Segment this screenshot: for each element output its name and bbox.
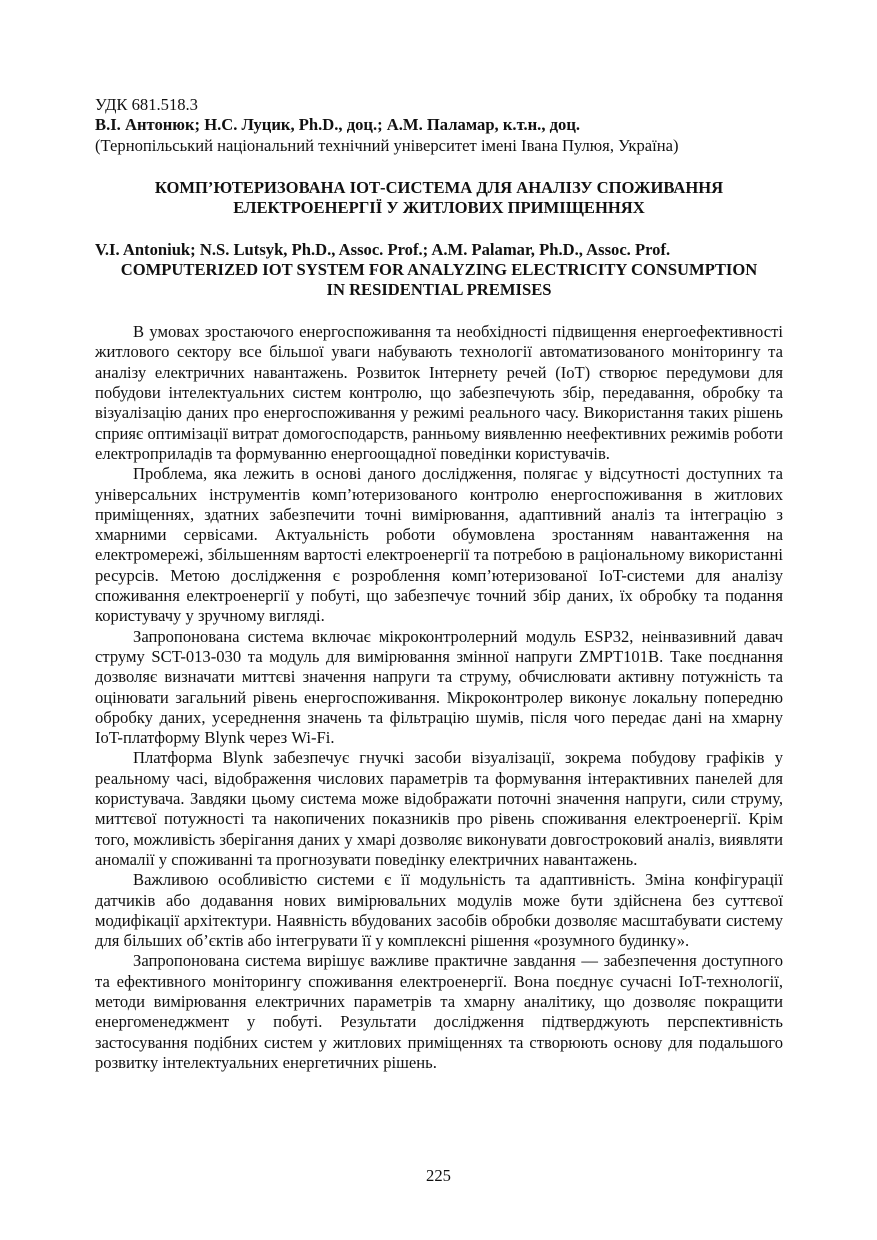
abstract-body bbox=[95, 322, 783, 1073]
page-number: 225 bbox=[426, 1166, 451, 1185]
authors-english: V.I. Antoniuk; N.S. Lutsyk, Ph.D., Assoc. Prof.; A.M. Palamar, Ph.D., Assoc. Prof. bbox=[95, 239, 671, 259]
body-paragraph: Запропонована система вирішує важливе практичне завдання — забезпечення доступного та ефективного моніторингу споживання електроенергії. Вона поєднує сучасні IoT-технології, методи вимірювання електричних параметрів та хмарну аналітику, що дозволяє покращити енергоменеджмент у побуті. Результати дослідження підтверджують перспективність застосування подібних систем у житлових приміщеннях та створюють основу для подальшого розвитку інтелектуальних енергетичних рішень. bbox=[95, 951, 783, 1072]
title-ukrainian bbox=[95, 178, 783, 218]
body-paragraph: В умовах зростаючого енергоспоживання та необхідності підвищення енергоефективності житлового сектору все більшої уваги набувають технології автоматизованого моніторингу та аналізу електричних навантажень. Розвиток Інтернету речей (IoT) створює передумови для побудови інтелектуальних систем контролю, що забезпечують збір, передавання, обробку та візуалізацію даних про енергоспоживання у режимі реального часу. Використання таких рішень сприяє оптимізації витрат домогосподарств, ранньому виявленню неефективних режимів роботи електроприладів та формуванню енергоощадної поведінки користувачів. bbox=[95, 322, 783, 463]
authors-ukrainian: В.І. Антонюк; Н.С. Луцик, Ph.D., доц.; А.М. Паламар, к.т.н., доц. bbox=[95, 115, 581, 135]
title-english bbox=[95, 260, 783, 300]
body-paragraph: Проблема, яка лежить в основі даного дослідження, полягає у відсутності доступних та універсальних інструментів комп’ютеризованого контролю енергоспоживання в житлових приміщеннях, здатних забезпечити точні вимірювання, адаптивний аналіз та інтеграцію з хмарними сервісами. Актуальність роботи обумовлена зростанням навантаження на електромережі, збільшенням вартості електроенергії та потребою в раціональному використанні ресурсів. Метою дослідження є розроблення комп’ютеризованої IoT-системи для аналізу споживання електроенергії у побуті, що забезпечує точний збір даних, їх обробку та подання користувачу у зручному вигляді. bbox=[95, 464, 783, 626]
title-ukrainian-line-2: ЕЛЕКТРОЕНЕРГІЇ У ЖИТЛОВИХ ПРИМІЩЕННЯХ bbox=[233, 197, 645, 217]
title-english-line-2: IN RESIDENTIAL PREMISES bbox=[326, 280, 552, 300]
affiliation: (Тернопільський національний технічний університет імені Івана Пулюя, Україна) bbox=[95, 135, 679, 155]
body-paragraph: Запропонована система включає мікроконтролерний модуль ESP32, неінвазивний давач струму SCT-013-030 та модуль для вимірювання змінної напруги ZMPT101B. Таке поєднання дозволяє визначати миттєві значення напруги та струму, обчислювати активну потужність та оцінювати загальний рівень енергоспоживання. Мікроконтролер виконує локальну попередню обробку даних, усереднення значень та фільтрацію шумів, після чого передає дані на хмарну IoT-платформу Blynk через Wi-Fi. bbox=[95, 626, 783, 748]
body-paragraph: Важливою особливістю системи є її модульність та адаптивність. Зміна конфігурації датчиків або додавання нових вимірювальних модулів може бути здійснена без суттєвої модифікації архітектури. Наявність вбудованих засобів обробки дозволяє масштабувати систему для більших об’єктів або інтегрувати її у комплексні рішення «розумного будинку». bbox=[95, 870, 783, 951]
body-paragraph: Платформа Blynk забезпечує гнучкі засоби візуалізації, зокрема побудову графіків у реальному часі, відображення числових параметрів та формування інтерактивних панелей для користувача. Завдяки цьому система може відображати поточні значення напруги, сили струму, миттєвої потужності та накопичених показників про рівень споживання електроенергії. Крім того, можливість зберігання даних у хмарі дозволяє виконувати довгостроковий аналіз, виявляти аномалії у споживанні та прогнозувати поведінку електричних навантажень. bbox=[95, 748, 783, 869]
document-page bbox=[95, 95, 783, 1073]
udc-code: УДК 681.518.3 bbox=[95, 95, 198, 114]
title-english-line-1: COMPUTERIZED IOT SYSTEM FOR ANALYZING ELECTRICITY CONSUMPTION bbox=[120, 260, 758, 280]
title-ukrainian-line-1: КОМП’ЮТЕРИЗОВАНА ІОТ-СИСТЕМА ДЛЯ АНАЛІЗУ СПОЖИВАННЯ bbox=[154, 177, 724, 197]
